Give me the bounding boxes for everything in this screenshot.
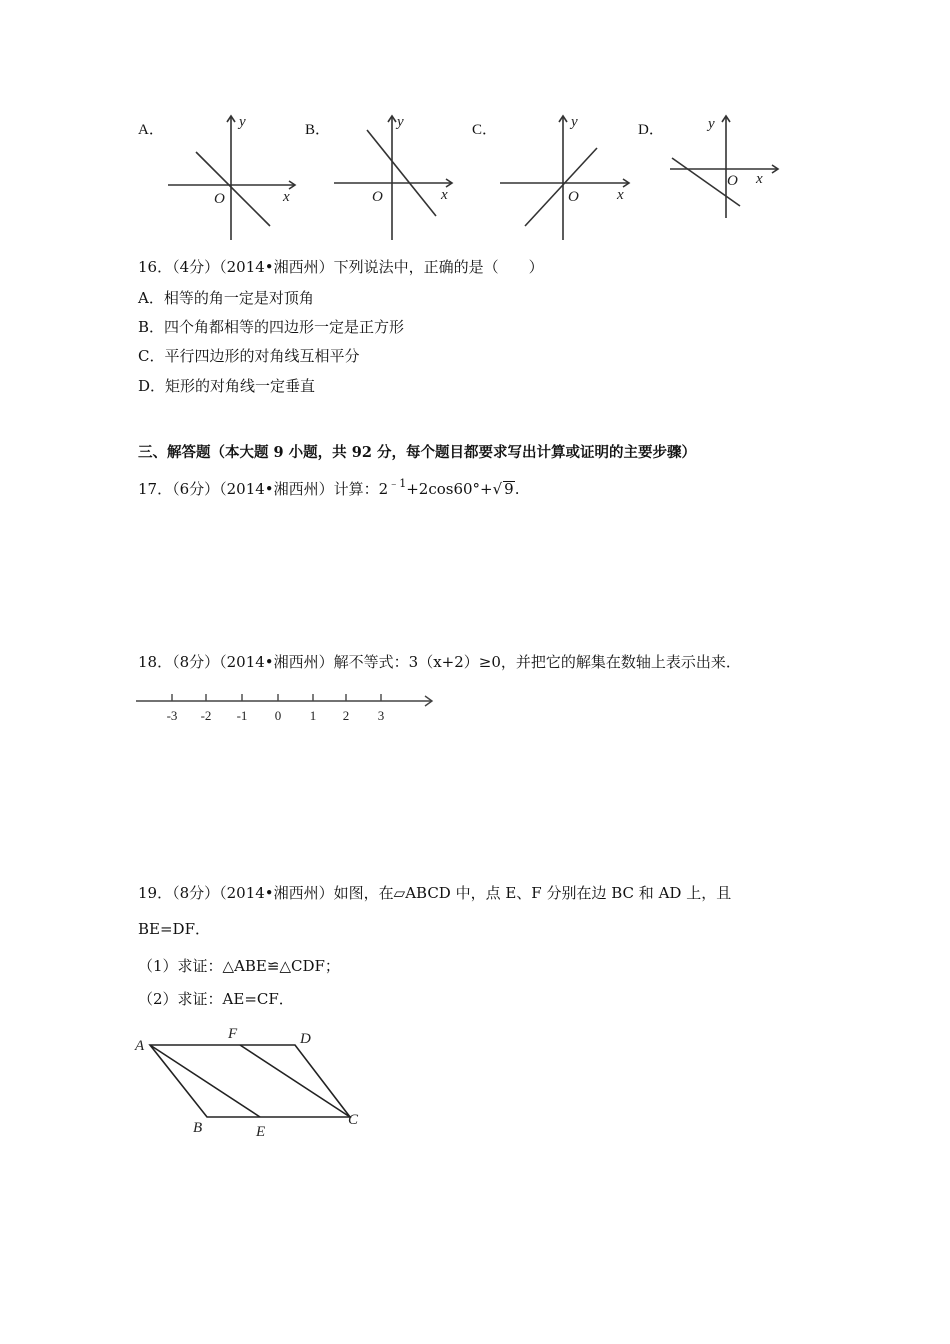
q17-exponent: ﹣1 — [388, 477, 407, 490]
graph-b-origin-label: O — [372, 189, 383, 205]
graph-b-y-label: y — [397, 114, 404, 130]
graph-d-y-label: y — [708, 116, 715, 132]
q19-part2: （2）求证：AE=CF． — [138, 990, 294, 1008]
vertex-d-label: D — [300, 1031, 311, 1047]
graph-c-line — [525, 148, 597, 226]
graph-b-x-label: x — [441, 187, 448, 203]
parallelogram-abcd — [150, 1045, 350, 1117]
graph-c-origin-label: O — [568, 189, 579, 205]
sqrt-icon: √ — [492, 480, 503, 498]
q17-prefix: 17．（6分）（2014•湘西州）计算：2 — [138, 480, 389, 498]
graph-a-origin-label: O — [214, 191, 225, 207]
option-a-label: A． — [138, 122, 164, 138]
q19-stem-line1: 19．（8分）（2014•湘西州）如图，在▱ABCD 中，点 E、F 分别在边 BC 和 AD 上，且 — [138, 884, 732, 902]
number-line — [0, 680, 460, 730]
graph-options-figure — [0, 0, 950, 250]
q17-stem — [138, 478, 520, 499]
section-3-title: 三、解答题（本大题 9 小题，共 92 分，每个题目都要求写出计算或证明的主要步骤） — [138, 444, 696, 461]
graph-d-x-label: x — [756, 171, 763, 187]
graph-c-y-label: y — [571, 114, 578, 130]
option-d-label: D． — [638, 122, 664, 138]
vertex-b-label: B — [193, 1120, 203, 1136]
vertex-e-label: E — [256, 1124, 266, 1140]
q16-stem: 16．（4分）（2014•湘西州）下列说法中，正确的是（ ） — [138, 258, 544, 276]
q16-option-c: C．平行四边形的对角线互相平分 — [138, 347, 360, 365]
tick-label: -1 — [236, 708, 248, 723]
parallelogram-figure — [0, 1020, 400, 1150]
q18-stem: 18．（8分）（2014•湘西州）解不等式：3（x+2）≥0，并把它的解集在数轴上表示出来． — [138, 653, 741, 671]
graph-a-line — [196, 152, 270, 226]
option-b-label: B． — [305, 122, 331, 138]
tick-label: -2 — [200, 708, 212, 723]
q17-end: . — [514, 480, 520, 498]
tick-label: -3 — [166, 708, 178, 723]
graph-a-x-label: x — [283, 189, 290, 205]
q16-option-a: A．相等的角一定是对顶角 — [138, 289, 314, 307]
tick-label: 1 — [309, 708, 317, 723]
segment-fc — [240, 1045, 350, 1117]
q19-stem-line2: BE=DF． — [138, 920, 210, 938]
q17-radicand: 9 — [504, 480, 514, 498]
q16-option-d: D．矩形的对角线一定垂直 — [138, 377, 316, 395]
option-c-label: C． — [472, 122, 498, 138]
vertex-f-label: F — [228, 1026, 238, 1042]
segment-ae — [150, 1045, 260, 1117]
q16-option-b: B．四个角都相等的四边形一定是正方形 — [138, 318, 405, 336]
q19-part1: （1）求证：△ABE≌△CDF； — [138, 957, 340, 975]
graph-c-x-label: x — [617, 187, 624, 203]
graph-a-y-label: y — [239, 114, 246, 130]
q17-middle: +2cos60°+ — [406, 480, 493, 498]
vertex-c-label: C — [348, 1112, 359, 1128]
graph-d-origin-label: O — [727, 173, 738, 189]
tick-label: 2 — [342, 708, 350, 723]
tick-label: 3 — [377, 708, 385, 723]
vertex-a-label: A — [135, 1038, 145, 1054]
tick-label: 0 — [274, 708, 282, 723]
